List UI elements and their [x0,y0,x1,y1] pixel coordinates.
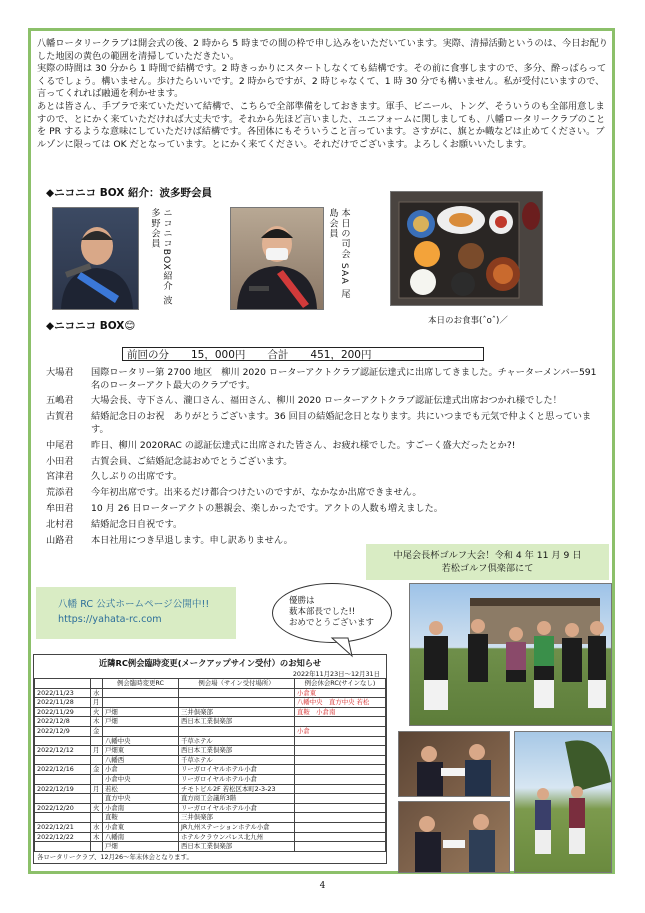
table-cell [295,784,386,794]
table-cell: 小倉東 [103,822,179,832]
box-messages [46,367,606,551]
member-name: 大場君 [46,367,74,378]
table-cell: 八幡南 [103,832,179,842]
table-cell: 2022/12/9 [35,726,91,736]
table-row [35,842,386,852]
table-cell: 2022/12/22 [35,832,91,842]
member-message: 結婚記念日自祝です。 [91,519,183,531]
table-cell: 2022/11/29 [35,707,91,717]
bubble-line: 薮本部長でした!! [289,607,356,617]
table-cell: 千草ホテル [179,736,295,746]
table-row [35,736,386,746]
table-cell: 千草ホテル [179,755,295,765]
list-item [46,487,606,500]
table-cell [179,698,295,708]
intro-paragraph: 八幡ロータリークラブは開会式の後、2 時から 5 時までの間の枠で申し込みをいただいています。実際、清掃活動というのは、今日お配りした地図の黄色の範囲を清掃していただきたい。 [37,38,608,62]
member-name: 古賀君 [46,411,74,423]
table-cell: 2022/11/23 [35,688,91,698]
table-cell: 木 [91,832,103,842]
golf-group-photo [409,583,612,726]
table-row [35,774,386,784]
saa-photo-caption: 本日の司会 SAA 尾島会員 [327,208,350,299]
table-cell [295,717,386,727]
intro-paragraph: あとは皆さん、手ブラで来ていただいて結構で、こちらで全部準備をしておきます。軍手、ビニール、トング、そういうのも全部用意しますので、とにかく来ていただければ大丈夫です。それから先ほど言いました、ユニフォームに関しましても、八幡ロータリークラブのことを PR するような意味にしていただけば結構です。各団体にもそういうこと言っています。さすがに、旗とか幟などは止めてください。ブルゾンに限っては OK だとなっています。とにかく来てください。それだけでございます。よろしくお願いいたします。 [37,100,606,150]
table-cell [179,688,295,698]
table-cell [295,842,386,852]
table-row [35,822,386,832]
table-cell [295,832,386,842]
table-cell [91,736,103,746]
table-row [35,755,386,765]
table-cell [295,774,386,784]
table-cell: 木 [91,717,103,727]
member-message: 結婚記念日のお祝 ありがとうございます。36 回目の結婚記念日となります。共にいつまでも元気で仲よくと思っています。 [91,411,592,435]
table-cell: 若松 [103,784,179,794]
saa-photo [230,207,324,310]
golf-venue: 若松ゴルフ倶楽部にて [441,563,534,574]
member-message: 10 月 26 日ローターアクトの懇親会、楽しかったです。アクトの人数も増えました。 [91,503,443,515]
homepage-title: 八幡 RC 公式ホームページ公開中!! [58,599,210,610]
table-row [35,726,386,736]
table-cell [103,688,179,698]
golf-banner [366,544,609,580]
table-cell: ホテルクラウンパレス北九州 [179,832,295,842]
column-header: 例会休会RC(サインなし) [295,679,386,689]
table-cell [35,813,91,823]
table-cell [295,822,386,832]
award-photo-2 [398,801,510,873]
list-item [46,471,606,484]
table-cell: 小倉 [103,765,179,775]
member-photo-caption: ニコニコBOX紹介 波多野会員 [149,208,172,306]
intro-paragraph: 実際の時間は 30 分から 1 時間で結構です。2 時きっかりにスタートしなくても結構です。その前に食事しますので、多分、酔っぱらってくるでしょう。構いません。歩けたらいいです。2 時からですが、2 時じゃなくて、1 時 30 分でも構いません。私が受付にいますので、言ってくれれば融通を利かせます。 [37,63,607,100]
speech-bubble [272,583,392,643]
member-message: 昨日、柳川 2020RAC の認証伝達式に出席された皆さん、お疲れ様でした。すごーく盛大だったとか?! [91,439,516,451]
table-cell: 小倉中央 [103,774,179,784]
table-cell: 小倉東 [295,688,386,698]
table-cell: リーガロイヤルホテル小倉 [179,765,295,775]
member-name: 五嶋君 [46,395,74,407]
total-amount: 451，200円 [310,349,372,361]
table-cell [103,698,179,708]
table-row [35,688,386,698]
table-cell: 三井倶楽部 [179,707,295,717]
table-cell [295,736,386,746]
table-cell [295,765,386,775]
table-cell: 水 [91,688,103,698]
table-cell: 2022/12/8 [35,717,91,727]
table-cell: 金 [91,726,103,736]
table-cell: 直方商工会議所3階 [179,794,295,804]
table-cell [295,746,386,756]
table-row [35,698,386,708]
table-cell: 2022/12/19 [35,784,91,794]
homepage-notice [36,587,236,639]
table-cell: 水 [91,822,103,832]
column-header [35,679,91,689]
table-cell: 戸畑 [103,707,179,717]
table-cell: 金 [91,765,103,775]
bubble-line: 優勝は [289,596,315,606]
member-message: 大場会長、寺下さん、瀧口さん、福田さん、柳川 2020 ローターアクトクラブ認証伝達式出席おつかれ様でした！ [91,395,562,407]
table-row [35,765,386,775]
list-item [46,395,606,408]
member-name: 宮津君 [46,471,74,483]
table-cell: 2022/12/16 [35,765,91,775]
total-label: 合計 [267,349,289,361]
column-header: 例会場（サイン受付場所） [179,679,295,689]
member-name: 北村君 [46,519,74,531]
box-total-bar [122,347,484,361]
member-name: 中尾君 [46,439,74,451]
table-cell: 戸畑東 [103,746,179,756]
column-header: 例会臨時変更RC [103,679,179,689]
list-item [46,440,606,453]
table-cell [295,803,386,813]
table-cell [35,794,91,804]
schedule-footnote: 各ロータリークラブ、12月26～年末休会となります。 [37,852,193,861]
prev-label: 前回の分 [127,349,169,361]
table-cell: 小倉南 [103,803,179,813]
table-cell: 2022/11/28 [35,698,91,708]
list-item [46,519,606,532]
table-cell [35,774,91,784]
table-row [35,717,386,727]
table-cell [91,755,103,765]
table-cell [103,726,179,736]
table-cell: リーガロイヤルホテル小倉 [179,803,295,813]
table-cell: 2022/12/12 [35,746,91,756]
schedule-table [33,654,387,864]
table-cell: 直鞍 [103,813,179,823]
table-cell: 2022/12/21 [35,822,91,832]
table-cell [91,842,103,852]
member-photo-hatano [52,207,139,310]
member-name: 山路君 [46,535,74,547]
table-cell [295,794,386,804]
member-message: 古賀会員、ご結婚記念誌おめでとうございます。 [91,455,293,467]
prev-amount: 15，000円 [191,349,246,361]
list-item [46,367,606,392]
table-cell: 西日本工業倶楽部 [179,842,295,852]
list-item [46,535,366,548]
table-row [35,784,386,794]
table-cell [35,842,91,852]
table-cell [91,774,103,784]
intro-text [37,38,609,151]
table-cell: 三井倶楽部 [179,813,295,823]
table-header-row [35,679,386,689]
table-row [35,794,386,804]
table-cell: 八幡西 [103,755,179,765]
schedule-period: 2022年11月23日～12月31日 [292,670,380,678]
table-cell: 月 [91,784,103,794]
list-item [46,411,606,436]
member-message: 国際ロータリー第 2700 地区 柳川 2020 ローターアクトクラブ認証伝達式に出席してきました。チャーターメンバー591 名のローターアクト最大のクラブです。 [91,367,597,391]
meal-caption: 本日のお食事(ˆoˆ)／ [428,316,508,326]
member-message: 本日社用につき早退します。申し訳ありません。 [91,535,293,547]
table-cell: 直方中央 [103,794,179,804]
table-row [35,813,386,823]
table-cell: 月 [91,698,103,708]
box-heading: ◆ニコニコ BOX😊 [46,320,136,332]
table-cell: 火 [91,707,103,717]
table-cell: リーガロイヤルホテル小倉 [179,774,295,784]
page-number: 4 [319,881,326,891]
table-row [35,803,386,813]
box-intro-heading: ◆ニコニコ BOX 紹介：波多野会員 [46,187,213,199]
bubble-line: おめでとうございます [289,618,375,628]
table-cell: チモトビル2F 若松区本町2-3-23 [179,784,295,794]
golf-title: 中尾会長杯ゴルフ大会！令和 4 年 11 月 9 日 [393,550,582,561]
member-message: 久しぶりの出席です。 [91,471,183,483]
table-cell [35,755,91,765]
member-message: 今年初出席です。出来るだけ都合つけたいのですが、なかなか出席できません。 [91,487,422,499]
schedule-body [35,688,386,851]
table-row [35,707,386,717]
table-cell: 月 [91,746,103,756]
schedule-title: 近隣RC例会臨時変更(メークアップサイン受付）のお知らせ [98,658,322,668]
golf-pair-photo [514,731,612,873]
table-cell [295,755,386,765]
member-name: 小田君 [46,455,74,467]
table-cell [295,813,386,823]
table-cell: 八幡中央 [103,736,179,746]
table-row [35,832,386,842]
list-item [46,456,606,469]
table-cell: JR九州ステーションホテル小倉 [179,822,295,832]
table-cell: 火 [91,803,103,813]
table-cell: 西日本工業倶楽部 [179,717,295,727]
column-header [91,679,103,689]
table-cell: 戸畑 [103,842,179,852]
member-name: 荒添君 [46,487,74,499]
meal-photo [390,191,543,306]
table-cell: 小倉 [295,726,386,736]
list-item [46,503,606,516]
table-row [35,746,386,756]
table-cell: 直鞍 小倉南 [295,707,386,717]
table-cell [35,736,91,746]
table-cell: 西日本工業倶楽部 [179,746,295,756]
table-cell [179,726,295,736]
table-cell [91,813,103,823]
table-cell: 戸畑 [103,717,179,727]
table-cell [91,794,103,804]
award-photo-1 [398,731,510,797]
homepage-url[interactable]: https://yahata-rc.com [58,614,162,625]
table-cell: 八幡中央 直方中央 若松 [295,698,386,708]
member-name: 牟田君 [46,503,74,515]
table-cell: 2022/12/20 [35,803,91,813]
